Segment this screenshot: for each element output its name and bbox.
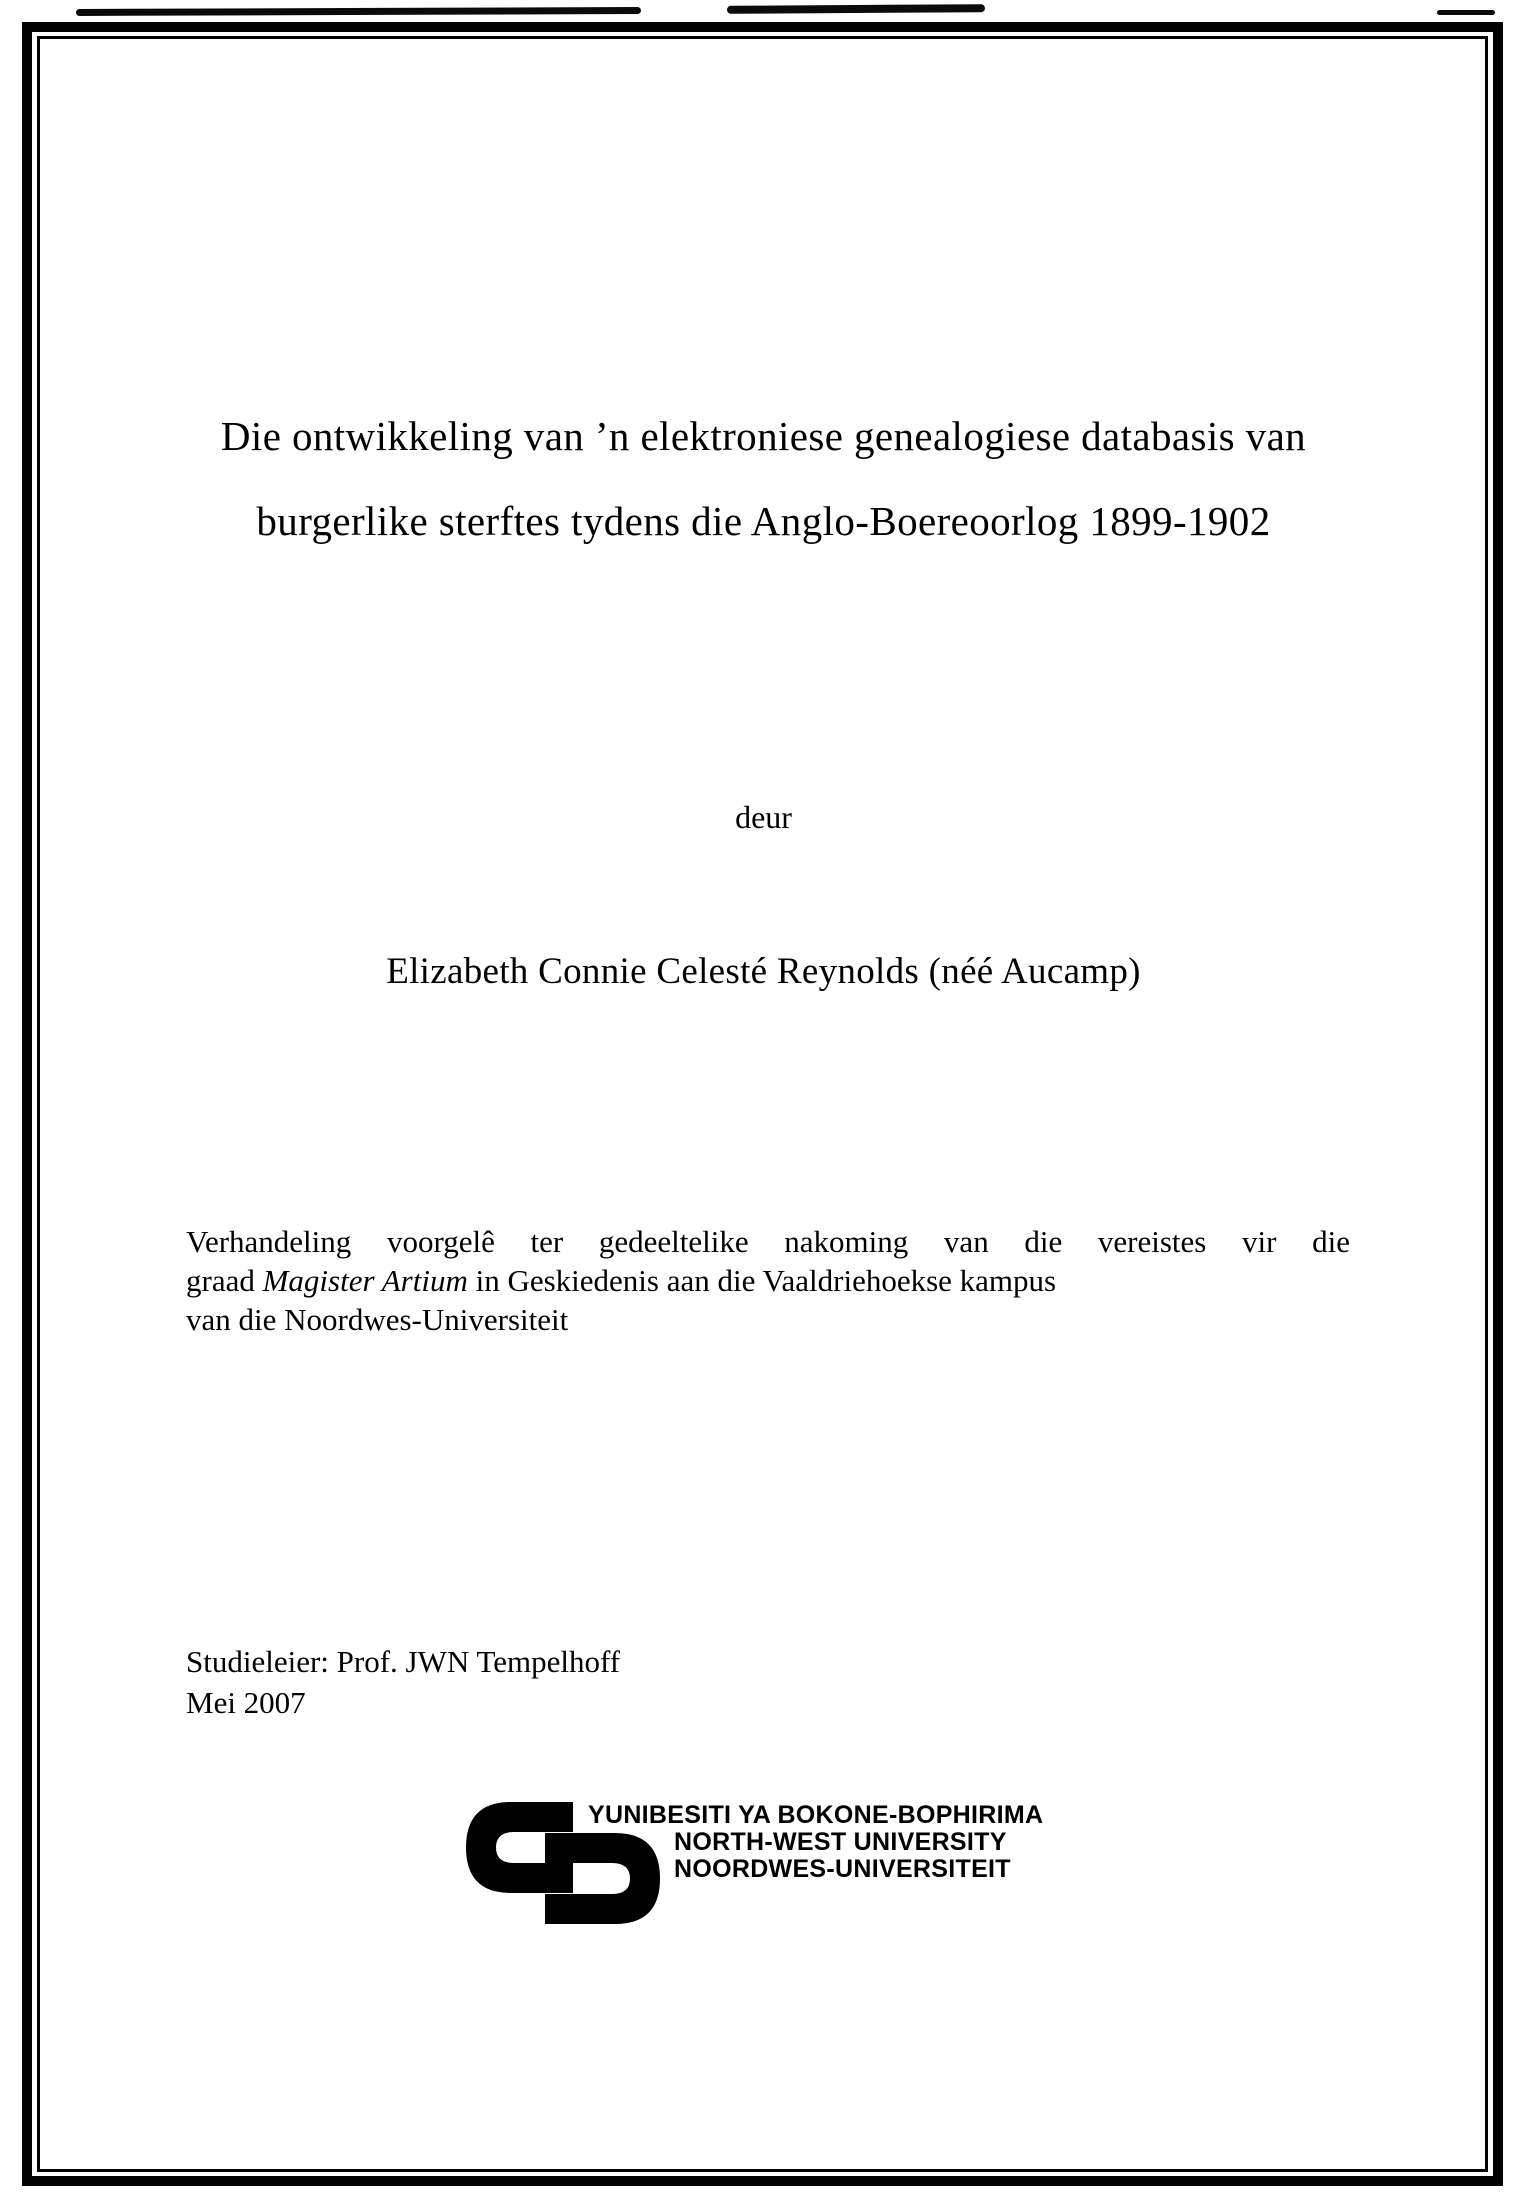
thesis-title: [70, 394, 1457, 564]
scan-artifact-top-right: [1437, 10, 1495, 15]
degree-statement: [186, 1222, 1350, 1339]
supervisor-line: Studieleier: Prof. JWN Tempelhoff: [186, 1644, 621, 1679]
scan-artifact-top-middle: [727, 4, 985, 14]
degree-statement-line2-post: in Geskiedenis aan die Vaaldriehoekse kampus: [467, 1263, 1057, 1298]
thesis-title-line1: Die ontwikkeling van ’n elektroniese genealogiese databasis van: [220, 413, 1307, 459]
date-line: Mei 2007: [186, 1685, 306, 1720]
scan-artifact-top-left: [76, 7, 641, 16]
degree-statement-line1: Verhandeling voorgelê ter gedeeltelike nakoming van die vereistes vir die: [186, 1224, 1350, 1259]
logo-text-line3: NOORDWES-UNIVERSITEIT: [674, 1855, 1011, 1883]
logo-text-line2: NORTH-WEST UNIVERSITY: [674, 1828, 1007, 1856]
byline-deur: deur: [735, 799, 792, 835]
degree-statement-line3: van die Noordwes-Universiteit: [186, 1302, 569, 1337]
supervisor-block: [186, 1641, 620, 1723]
logo-text-line1: YUNIBESITI YA BOKONE-BOPHIRIMA: [588, 1801, 1044, 1829]
degree-statement-line2: [186, 1261, 1350, 1300]
author-name: Elizabeth Connie Celesté Reynolds (néé Aucamp): [386, 951, 1141, 992]
thesis-title-line2: burgerlike sterftes tydens die Anglo-Boereoorlog 1899-1902: [256, 498, 1271, 544]
degree-name-italic: Magister Artium: [262, 1263, 468, 1298]
degree-statement-line2-pre: graad: [186, 1263, 263, 1298]
